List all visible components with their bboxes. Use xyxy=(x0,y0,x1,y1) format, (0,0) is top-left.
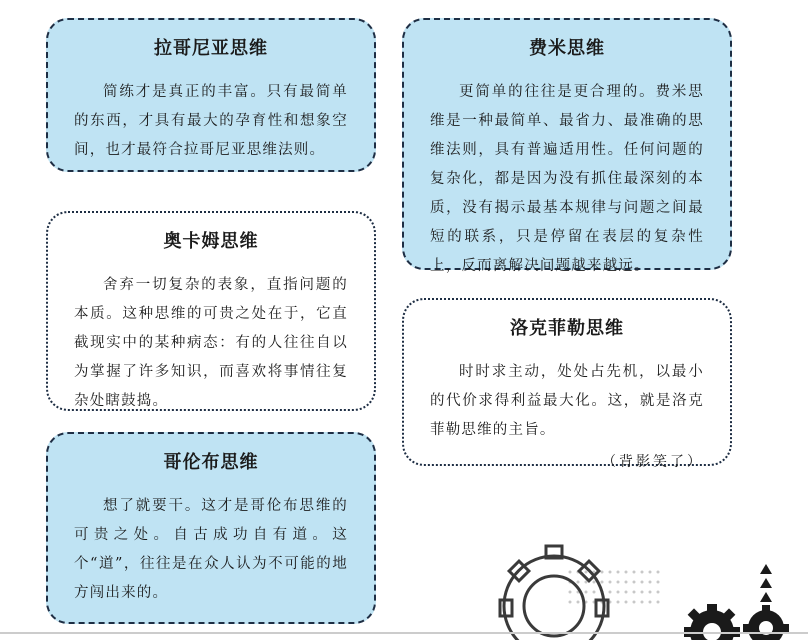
card-text: 简练才是真正的丰富。只有最简单的东西，才具有最大的孕育性和想象空间，也才最符合拉哥尼亚思维法则。 xyxy=(74,84,348,158)
card-fermi-thinking xyxy=(402,18,732,274)
card-rockefeller-thinking xyxy=(402,298,732,470)
card-title: 哥伦布思维 xyxy=(163,452,259,473)
gear-icon xyxy=(500,546,608,640)
card-text: 时时求主动，处处占先机，以最小的代价求得利益最大化。这，就是洛克菲勒思维的主旨。 xyxy=(430,364,704,438)
card-text: 舍弃一切复杂的表象，直指问题的本质。这种思维的可贵之处在于，它直截现实中的某种病态：有的人往往自以为掌握了许多知识，而喜欢将事情往复杂处瞎鼓捣。 xyxy=(74,277,348,409)
card-text: 想了就要干。这才是哥伦布思维的可贵之处。自古成功自有道。这个“道”，往往是在众人认为不可能的地方闯出来的。 xyxy=(74,498,348,601)
gear-icon xyxy=(743,605,789,640)
bottom-divider xyxy=(0,632,808,634)
card-occam-thinking xyxy=(46,211,376,411)
source-attribution: （背影笑了） xyxy=(602,454,704,470)
card-title: 费米思维 xyxy=(529,38,605,59)
card-title: 奥卡姆思维 xyxy=(163,231,259,252)
gear-icon xyxy=(684,604,740,640)
gear-decoration xyxy=(480,520,808,640)
card-text: 更简单的往往是更合理的。费米思维是一种最简单、最省力、最准确的思维法则，具有普遍适用性。任何问题的复杂化，都是因为没有抓住最深刻的本质，没有揭示最基本规律与问题之间最短的联系，只是停留在表层的复杂性上，反而离解决问题越来越远。 xyxy=(430,84,704,274)
card-title: 拉哥尼亚思维 xyxy=(154,38,268,59)
card-lagoniya-thinking xyxy=(46,18,376,172)
card-columbus-thinking xyxy=(46,432,376,624)
triangle-arrow-icon xyxy=(760,564,772,602)
card-title: 洛克菲勒思维 xyxy=(510,318,624,339)
